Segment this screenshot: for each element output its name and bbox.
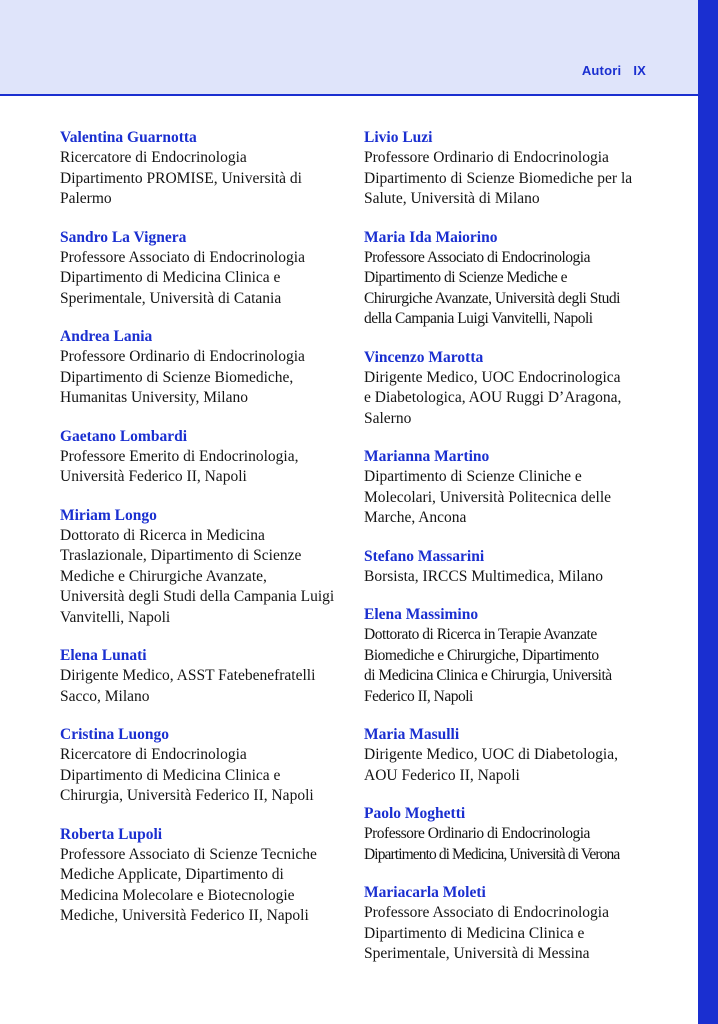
author-affiliation [364, 903, 664, 965]
affiliation-line: Traslazionale, Dipartimento di Scienze [60, 547, 302, 564]
affiliation-line: Dipartimento di Scienze Biomediche, [60, 368, 294, 386]
affiliation-line: Dipartimento di Medicina, Università di Verona [364, 845, 620, 863]
affiliation-line: Humanitas University, Milano [60, 389, 248, 406]
author-entry [60, 725, 360, 807]
affiliation-line: Professore Ordinario di Endocrinologia [60, 348, 305, 365]
left-column [60, 128, 360, 945]
affiliation-line: Dipartimento di Medicina Clinica e [60, 766, 281, 784]
author-affiliation [364, 567, 664, 588]
author-entry [60, 506, 360, 629]
author-entry [60, 128, 360, 210]
author-name: Andrea Lania [60, 328, 153, 345]
affiliation-line: AOU Federico II, Napoli [364, 766, 520, 784]
author-entry [364, 348, 664, 430]
author-affiliation [60, 447, 360, 488]
affiliation-line: e Diabetologica, AOU Ruggi D’Aragona, [364, 389, 622, 406]
affiliation-line: Mediche, Università Federico II, Napoli [60, 907, 309, 924]
affiliation-line: Salute, Università di Milano [364, 190, 540, 207]
affiliation-line: Palermo [60, 190, 112, 207]
affiliation-line: Professore Associato di Endocrinologia [60, 248, 305, 266]
affiliation-line: Biomediche e Chirurgiche, Dipartimento [364, 646, 599, 664]
affiliation-line: Università Federico II, Napoli [60, 468, 247, 485]
affiliation-line: Salerno [364, 409, 412, 427]
author-affiliation [60, 845, 360, 927]
affiliation-line: Professore Ordinario di Endocrinologia [364, 825, 590, 842]
author-affiliation [364, 248, 664, 330]
author-entry [364, 547, 664, 588]
affiliation-line: Federico II, Napoli [364, 687, 473, 705]
author-affiliation [60, 248, 360, 310]
affiliation-line: Sperimentale, Università di Messina [364, 945, 590, 962]
author-name: Paolo Moghetti [364, 805, 466, 822]
affiliation-line: Ricercatore di Endocrinologia [60, 746, 247, 763]
author-name: Maria Masulli [364, 726, 460, 743]
affiliation-line: Dipartimento PROMISE, Università di [60, 169, 302, 187]
affiliation-line: Chirurgiche Avanzate, Università degli Studi [364, 289, 620, 307]
author-entry [60, 646, 360, 707]
author-name: Stefano Massarini [364, 547, 485, 565]
author-affiliation [364, 467, 664, 529]
author-entry [364, 605, 664, 707]
affiliation-line: di Medicina Clinica e Chirurgia, Università [364, 667, 612, 684]
affiliation-line: Professore Associato di Endocrinologia [364, 904, 609, 921]
author-name: Gaetano Lombardi [60, 427, 188, 445]
affiliation-line: Dirigente Medico, UOC di Diabetologia, [364, 746, 618, 763]
affiliation-line: Mediche e Chirurgiche Avanzate, [60, 567, 267, 585]
author-name: Livio Luzi [364, 129, 433, 146]
affiliation-line: Molecolari, Università Politecnica delle [364, 488, 612, 506]
affiliation-line: Dipartimento di Medicina Clinica e [60, 269, 281, 286]
author-entry [60, 427, 360, 488]
author-name: Roberta Lupoli [60, 825, 163, 843]
author-entry [364, 725, 664, 786]
author-name: Miriam Longo [60, 506, 157, 524]
affiliation-line: Professore Emerito di Endocrinologia, [60, 447, 299, 465]
affiliation-line: Università degli Studi della Campania Luigi [60, 588, 335, 605]
author-affiliation [364, 148, 664, 210]
header-band [0, 0, 698, 96]
author-entry [364, 804, 664, 865]
affiliation-line: Professore Ordinario di Endocrinologia [364, 149, 609, 166]
affiliation-line: Professore Associato di Scienze Tecniche [60, 845, 317, 863]
author-affiliation [60, 666, 360, 707]
author-affiliation [60, 526, 360, 629]
author-entry [364, 228, 664, 330]
affiliation-line: Dirigente Medico, UOC Endocrinologica [364, 368, 621, 386]
affiliation-line: Marche, Ancona [364, 509, 467, 526]
author-name: Marianna Martino [364, 448, 490, 465]
page-number: IX [633, 63, 646, 78]
affiliation-line: Ricercatore di Endocrinologia [60, 149, 247, 166]
author-name: Elena Massimino [364, 606, 479, 623]
affiliation-line: Dottorato di Ricerca in Medicina [60, 526, 265, 544]
running-head [582, 63, 646, 78]
author-affiliation [60, 148, 360, 210]
author-entry [364, 883, 664, 965]
section-title: Autori [581, 63, 622, 78]
author-affiliation [60, 347, 360, 409]
author-name: Elena Lunati [60, 647, 147, 664]
page-edge-bar [698, 0, 718, 1024]
right-column [364, 128, 664, 983]
affiliation-line: Chirurgia, Università Federico II, Napoli [60, 787, 314, 804]
author-affiliation [364, 824, 664, 865]
affiliation-line: Sperimentale, Università di Catania [60, 289, 282, 307]
affiliation-line: Dipartimento di Scienze Biomediche per la [364, 169, 633, 187]
author-name: Valentina Guarnotta [60, 129, 197, 146]
author-name: Cristina Luongo [60, 726, 169, 743]
affiliation-line: della Campania Luigi Vanvitelli, Napoli [364, 310, 593, 327]
author-affiliation [364, 368, 664, 430]
affiliation-line: Medicina Molecolare e Biotecnologie [60, 886, 295, 904]
author-entry [60, 327, 360, 409]
affiliation-line: Borsista, IRCCS Multimedica, Milano [364, 567, 603, 585]
author-affiliation [364, 745, 664, 786]
author-entry [60, 228, 360, 310]
affiliation-line: Dipartimento di Scienze Mediche e [364, 269, 568, 286]
author-affiliation [60, 745, 360, 807]
affiliation-line: Dirigente Medico, ASST Fatebenefratelli [60, 667, 316, 684]
author-affiliation [364, 625, 664, 707]
affiliation-line: Dipartimento di Medicina Clinica e [364, 924, 585, 942]
affiliation-line: Vanvitelli, Napoli [60, 608, 171, 626]
author-name: Maria Ida Maiorino [364, 228, 498, 246]
author-name: Vincenzo Marotta [364, 348, 484, 366]
affiliation-line: Dottorato di Ricerca in Terapie Avanzate [364, 626, 597, 643]
affiliation-line: Dipartimento di Scienze Cliniche e [364, 468, 582, 485]
affiliation-line: Sacco, Milano [60, 687, 150, 705]
author-entry [364, 447, 664, 529]
affiliation-line: Professore Associato di Endocrinologia [364, 248, 590, 266]
author-name: Mariacarla Moleti [364, 884, 486, 901]
author-name: Sandro La Vignera [60, 228, 187, 246]
author-entry [60, 825, 360, 927]
author-entry [364, 128, 664, 210]
affiliation-line: Mediche Applicate, Dipartimento di [60, 866, 284, 883]
